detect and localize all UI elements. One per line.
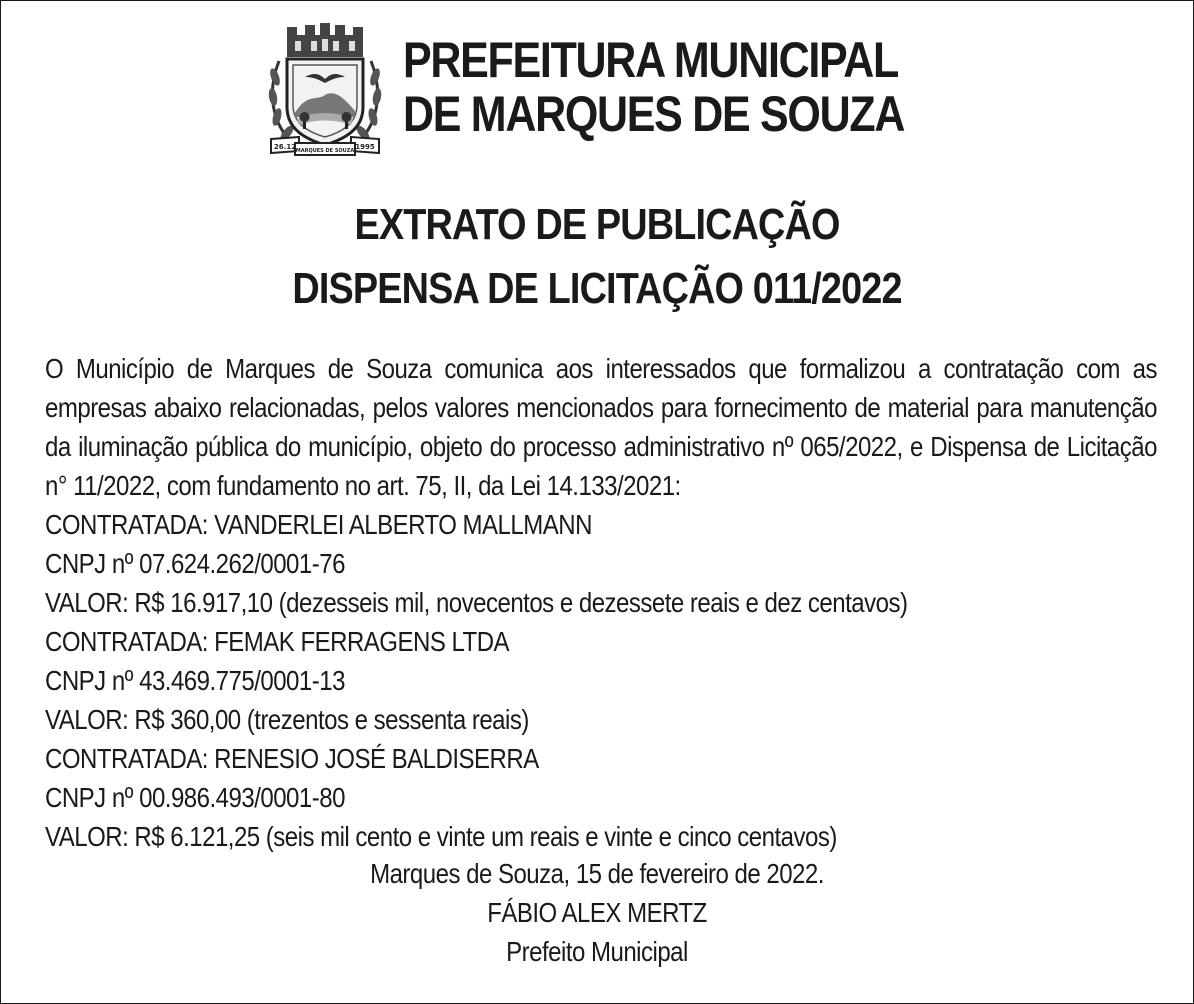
title-line1: EXTRATO DE PUBLICAÇÃO <box>354 200 840 249</box>
org-name <box>403 33 904 141</box>
org-name-line2: DE MARQUES DE SOUZA <box>403 86 905 142</box>
header <box>265 21 986 157</box>
place-date: Marques de Souza, 15 de fevereiro de 2022. <box>370 858 824 889</box>
contract-3-contratada: CONTRATADA: RENESIO JOSÉ BALDISERRA <box>45 743 539 774</box>
title-line2: DISPENSA DE LICITAÇÃO 011/2022 <box>292 264 902 313</box>
signature-block <box>1 854 1193 971</box>
crest-banner-text: MARQUES DE SOUZA <box>295 148 355 154</box>
contract-1-contratada: CONTRATADA: VANDERLEI ALBERTO MALLMANN <box>45 509 592 540</box>
intro-paragraph: O Município de Marques de Souza comunica aos interessados que formalizou a contratação com as empresas abaixo relacionadas, pelos valores mencionados para fornecimento de material para manutenção da iluminação pública do município, objeto do processo administrativo nº 065/2022, e Dispensa de Licitação n° 11/2022, com fundamento no art. 75, II, da Lei 14.133/2021: <box>45 353 1157 501</box>
municipal-crest-icon <box>265 21 385 157</box>
crest-year-right: 1995 <box>355 143 375 151</box>
signer-name: FÁBIO ALEX MERTZ <box>487 897 707 928</box>
contract-3-cnpj: CNPJ nº 00.986.493/0001-80 <box>45 782 345 813</box>
document-title <box>1 193 1193 321</box>
contract-2-cnpj: CNPJ nº 43.469.775/0001-13 <box>45 665 345 696</box>
org-name-line1: PREFEITURA MUNICIPAL <box>403 32 898 88</box>
contract-3-valor: VALOR: R$ 6.121,25 (seis mil cento e vinte um reais e vinte e cinco centavos) <box>45 821 837 852</box>
contract-1-cnpj: CNPJ nº 07.624.262/0001-76 <box>45 548 345 579</box>
document-body <box>45 349 1157 856</box>
contract-1-valor: VALOR: R$ 16.917,10 (dezesseis mil, novecentos e dezessete reais e dez centavos) <box>45 587 908 618</box>
signer-role: Prefeito Municipal <box>506 936 688 967</box>
contract-2-contratada: CONTRATADA: FEMAK FERRAGENS LTDA <box>45 626 510 657</box>
crest-year-left: 26.12 <box>273 143 297 151</box>
contract-2-valor: VALOR: R$ 360,00 (trezentos e sessenta reais) <box>45 704 529 735</box>
